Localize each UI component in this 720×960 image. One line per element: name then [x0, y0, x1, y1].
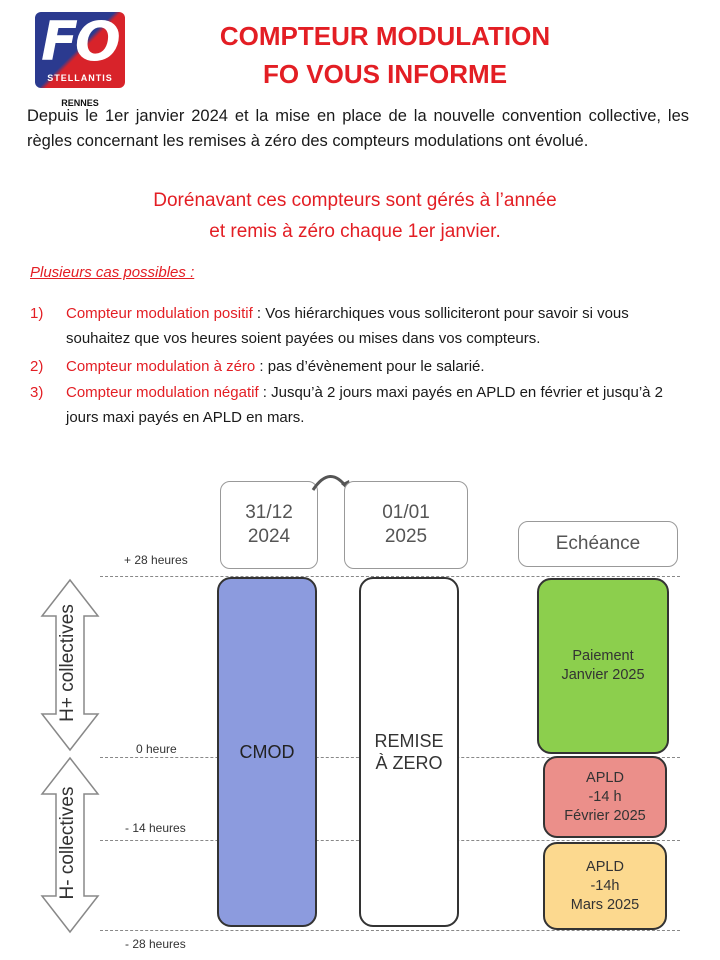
h-plus-label: H+ collectives [57, 604, 78, 722]
level-label-minus-14: - 14 heures [125, 821, 186, 835]
level-label-plus-28: + 28 heures [124, 553, 188, 567]
date-2024-line2: 2024 [247, 526, 291, 547]
case-text [66, 301, 690, 351]
case-text [66, 380, 690, 430]
cmod-bar [217, 577, 317, 927]
highlight-line-2: et remis à zéro chaque 1er janvier. [209, 221, 501, 242]
case-item [30, 301, 690, 351]
case-description: : Jusqu’à 2 jours maxi payés en APLD en février et jusqu’à 2 jours maxi payés en APLD en mars. [66, 384, 664, 426]
date-box-2025 [344, 481, 468, 569]
case-number: 3) [30, 384, 44, 401]
echeance-box [518, 521, 678, 567]
case-text [66, 354, 690, 379]
title-line-1: COMPTEUR MODULATION [219, 21, 551, 51]
level-label-zero: 0 heure [136, 742, 177, 756]
echeance-apld-fevrier [543, 756, 667, 838]
remise-bar [359, 577, 459, 927]
date-box-2025-text [382, 501, 430, 549]
intro-paragraph: Depuis le 1er janvier 2024 et la mise en place de la nouvelle convention collective, les règles concernant les remises à zéro des compteurs modulations ont évolué. [27, 107, 689, 150]
cmod-label: CMOD [239, 741, 295, 762]
case-number: 1) [30, 305, 44, 322]
case-item [30, 380, 690, 430]
echeance-paiement [537, 578, 669, 754]
remise-line2: À ZERO [375, 753, 443, 773]
level-line-minus-28 [100, 930, 680, 931]
apld-fevrier-text [564, 769, 645, 826]
case-label: Compteur modulation négatif [66, 384, 259, 401]
title-line-2: FO VOUS INFORME [262, 59, 508, 89]
remise-text [374, 730, 443, 774]
case-description: : pas d’évènement pour le salarié. [255, 358, 485, 375]
case-label: Compteur modulation positif [66, 305, 253, 322]
apld-mars-line3: Mars 2025 [570, 896, 640, 913]
h-minus-label: H- collectives [57, 786, 78, 900]
case-number: 2) [30, 358, 44, 375]
apld-fev-line3: Février 2025 [564, 807, 646, 824]
paiement-text [561, 647, 644, 685]
cases-title: Plusieurs cas possibles : [30, 264, 195, 281]
highlight-line-1: Dorénavant ces compteurs sont gérés à l’année [153, 190, 557, 211]
date-2025-line1: 01/01 [382, 502, 430, 523]
echeance-label: Echéance [555, 533, 641, 554]
date-box-2024-text [245, 501, 293, 549]
date-box-2024 [220, 481, 318, 569]
date-2024-line1: 31/12 [245, 502, 293, 523]
echeance-apld-mars [543, 842, 667, 930]
case-label: Compteur modulation à zéro [66, 358, 256, 375]
apld-mars-line2: -14h [590, 877, 620, 894]
apld-mars-line1: APLD [586, 858, 624, 875]
case-item [30, 354, 690, 379]
case-description: : Vos hiérarchiques vous solliciteront pour savoir si vous souhaitez que vos heures soient payées ou mises dans vos compteurs. [66, 305, 629, 347]
remise-line1: REMISE [374, 731, 444, 751]
fo-logo [35, 12, 125, 108]
apld-fev-line2: -14 h [588, 788, 622, 805]
logo-brand: STELLANTIS [47, 73, 113, 83]
apld-fev-line1: APLD [586, 769, 624, 786]
date-2025-line2: 2025 [384, 526, 428, 547]
paiement-line1: Paiement [572, 648, 634, 664]
logo-city: RENNES [61, 98, 99, 108]
logo-letters: FO [41, 12, 118, 73]
logo-badge [35, 12, 125, 88]
apld-mars-text [571, 858, 640, 915]
paiement-line2: Janvier 2025 [561, 667, 645, 683]
level-label-minus-28: - 28 heures [125, 937, 186, 951]
